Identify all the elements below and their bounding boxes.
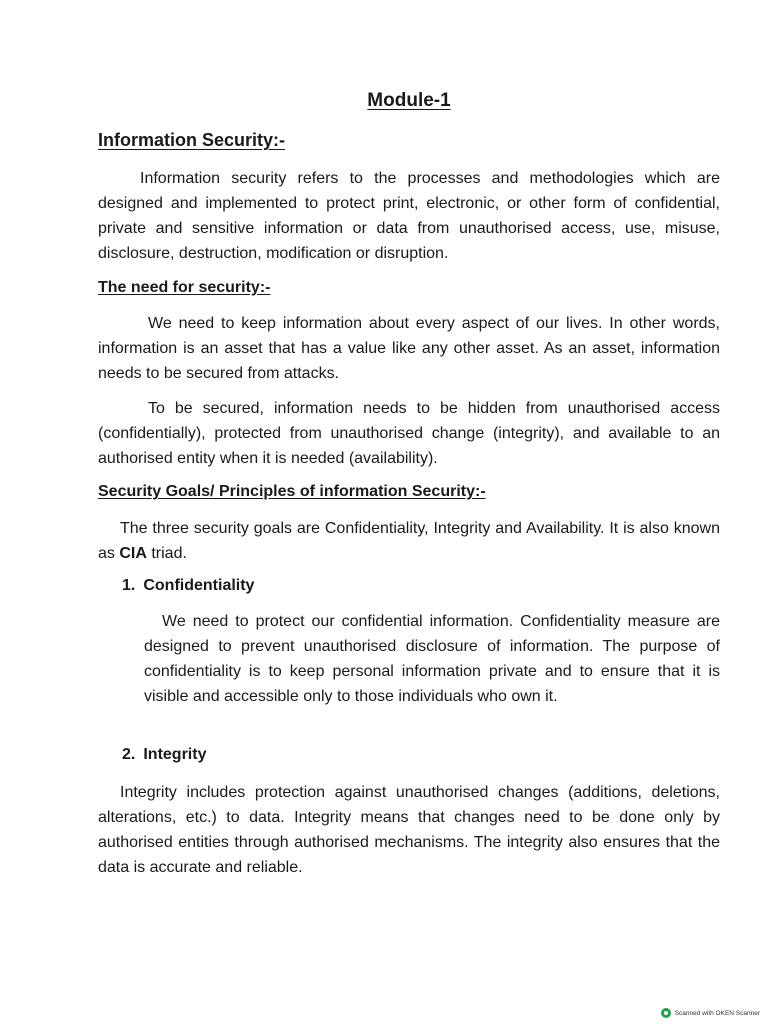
list-item-integrity <box>122 746 206 764</box>
list-item-number: 1. <box>122 577 136 594</box>
page-title: Module-1 <box>367 90 451 111</box>
paragraph-intro: Information security refers to the processes and methodologies which are designed and implemented to protect print, electronic, or other form of confidential, private and sensitive information or data from unauthorised access, use, misuse, disclosure, destruction, modification or disruption. <box>98 170 720 262</box>
list-item-title: Integrity <box>143 746 207 763</box>
heading-security-goals: Security Goals/ Principles of information Security:- <box>98 483 486 500</box>
paragraph-integrity: Integrity includes protection against unauthorised changes (additions, deletions, alterations, etc.) to data. Integrity means that changes need to be done only by authorised entities through authorised mechanisms. The integrity also ensures that the data is accurate and reliable. <box>98 784 720 876</box>
list-item-title: Confidentiality <box>143 577 255 594</box>
paragraph-need-2: To be secured, information needs to be hidden from unauthorised access (confidentially), protected from unauthorised change (integrity), and available to an authorised entity when it is needed (availability). <box>98 400 720 467</box>
paragraph-confidentiality: We need to protect our confidential information. Confidentiality measure are designed to prevent unauthorised disclosure of information. The purpose of confidentiality is to keep personal information private and to ensure that it is visible and accessible only to those individuals who own it. <box>144 613 720 705</box>
list-item-number: 2. <box>122 746 136 763</box>
cia-term: CIA <box>119 545 147 562</box>
paragraph-goals <box>98 516 720 566</box>
list-item-confidentiality <box>122 577 254 595</box>
heading-information-security: Information Security:- <box>98 130 286 150</box>
scanner-watermark <box>661 1008 760 1018</box>
heading-need-for-security: The need for security:- <box>98 279 271 296</box>
goals-text-after: triad. <box>146 545 187 562</box>
paragraph-need-1: We need to keep information about every aspect of our lives. In other words, information is an asset that has a value like any other asset. As an asset, information needs to be secured from attacks. <box>98 315 720 382</box>
goals-text-before: The three security goals are Confidentiality, Integrity and Availability. It is also known as <box>98 520 720 562</box>
oken-scanner-logo-icon <box>661 1008 671 1018</box>
scanner-watermark-text: Scanned with OKEN Scanner <box>674 1009 760 1017</box>
